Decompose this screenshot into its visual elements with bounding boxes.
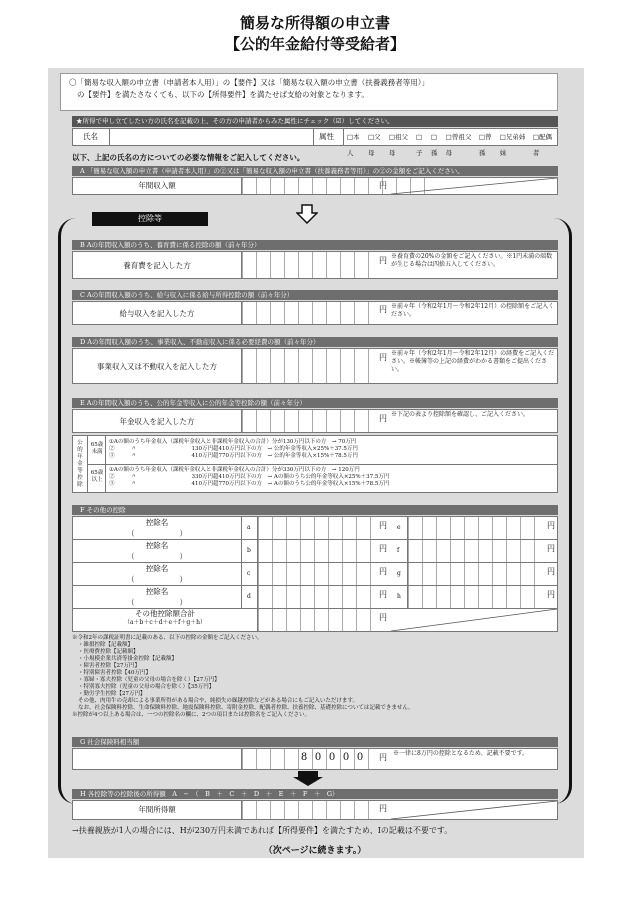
section-f-header: F その他の控除 xyxy=(72,505,558,515)
pension-under65-row: ①Aの額のうち年金収入（課税年金収入と非課税年金収入の合計）分が130万円以下の方 → 70万円 xyxy=(109,439,357,445)
section-a-yen: 円 xyxy=(379,181,387,190)
note-line: ・寡婦・寡夫控除（児童の父母の場合を除く）【27万円】 xyxy=(78,677,220,683)
pension-under65-label: 65歳未満 xyxy=(90,442,104,455)
deduction-amount-input[interactable] xyxy=(407,586,547,608)
section-e-yen: 円 xyxy=(379,414,387,423)
section-c-row xyxy=(72,301,558,325)
deduction-letter: e xyxy=(397,524,401,531)
section-b-label: 養育費を記入した方 xyxy=(123,261,191,270)
deduction-letter: a xyxy=(247,524,251,531)
section-e-amount-input[interactable] xyxy=(241,410,391,432)
other-deduction-row xyxy=(73,563,557,586)
section-h-diagonal xyxy=(391,801,557,819)
other-deduction-row xyxy=(73,517,557,540)
note-line: ・医療費控除【記載額】 xyxy=(78,649,139,655)
note-line: ・特別寡夫控除（児童の父母の場合を除く）【35万円】 xyxy=(78,684,215,690)
section-e-header: E Aの年間収入額のうち、公的年金等収入に公的年金等控除の額（前々年分） xyxy=(72,398,558,408)
attribute-options xyxy=(347,129,557,157)
pension-over65-rows xyxy=(109,467,557,488)
yen-label: 円 xyxy=(547,544,555,553)
yen-label: 円 xyxy=(379,753,387,762)
deduction-amount-input[interactable] xyxy=(257,563,391,585)
notice-box xyxy=(60,73,558,111)
section-h-header: H 各控除等の控除後の所得額 A − （ B ＋ C ＋ D ＋ E ＋ F ＋ G） xyxy=(72,789,558,799)
section-a-header: A 「簡易な収入額の申立書（申請者本人用）」の②又は「簡易な収入額の申立書（扶養義務者等用）」の②の金額をご記入ください。 xyxy=(72,166,558,176)
section-h-amount-input[interactable] xyxy=(241,801,391,819)
section-d-label: 事業収入又は不動収入を記入した方 xyxy=(97,362,217,371)
yen-label: 円 xyxy=(379,613,387,622)
attribute-instruction: ★所得で申し立てしたい方の氏名を記載の上、その方の申請者からみた属性にチェック（☑）してください。 xyxy=(72,116,558,127)
deduction-amount-input[interactable] xyxy=(257,586,391,608)
section-e-note: ※下記の表より控除額を確認し、ご記入ください。 xyxy=(391,411,530,418)
deduction-amount-input[interactable] xyxy=(407,517,547,539)
deduction-amount-input[interactable] xyxy=(407,540,547,562)
deduction-name-label: 控除名 （ ） xyxy=(73,540,241,562)
deduction-amount-input[interactable] xyxy=(407,563,547,585)
section-g-row xyxy=(72,748,558,770)
section-d-note: ※前々年（令和2年1月〜令和2年12月）の経費をご記入ください。※帳簿等の上記の経費がわかる書類をご提出ください。 xyxy=(391,350,555,373)
section-b-amount-input[interactable] xyxy=(241,252,391,278)
section-e-label: 年金収入を記入した方 xyxy=(119,417,195,426)
name-attribute-row xyxy=(72,128,558,157)
dependent-note: →扶養親族が1人の場合には、Hが230万円未満であれば【所得要件】を満たすため、Iの記載は不要です。 xyxy=(72,826,453,835)
section-d-row xyxy=(72,348,558,384)
other-deduction-total-label: その他控除額合計 （a＋b＋c＋d＋e＋f＋g＋h） xyxy=(123,609,207,626)
section-b-row xyxy=(72,251,558,279)
name-label: 氏名 xyxy=(83,132,98,141)
note-line: その他、肉用牛の売却による事業所得がある場合や、純損失の繰越控除などがある場合にもご記入いただけます。 xyxy=(78,698,358,704)
deduction-name-input[interactable]: （ ） xyxy=(127,575,187,584)
section-c-label: 給与収入を記入した方 xyxy=(119,309,195,318)
note-line: ※控除が4つ以上ある場合は、一つの控除名の欄に、2つの項目または控除名をご記入ください。 xyxy=(72,712,311,718)
note-line: ・小規模企業共済等掛金控除【記載額】 xyxy=(78,656,178,662)
section-h-row xyxy=(72,800,558,820)
deduction-letter: g xyxy=(397,570,401,577)
section-c-yen: 円 xyxy=(379,305,387,314)
pension-under65-row: ② 〃 130万円超410万円以下の方 → 公的年金等収入×25%＋37.5万円 xyxy=(109,446,358,452)
notice-line-2: の【要件】を満たさなくても、以下の【所得要件】を満たせば支給の対象となります。 xyxy=(77,90,369,99)
deduction-name-input[interactable]: （ ） xyxy=(127,552,187,561)
section-g-header: G 社会保険料相当額 xyxy=(72,737,558,747)
pension-over65-row: ①Aの額のうち年金収入（課税年金収入と非課税年金収入の合計）分が330万円以下の方 → 120万円 xyxy=(109,467,360,473)
other-deduction-total-row xyxy=(73,609,557,631)
deductions-label: 控除等 xyxy=(92,212,208,226)
notice-line-1: 〇「簡易な収入額の申立書（申請者本人用）」の【要件】又は「簡易な収入額の申立書（扶養義務者等用）」 xyxy=(69,78,429,87)
note-line: ・特別障害者控除【40万円】 xyxy=(78,670,151,676)
section-g-note: ※一律に8万円の控除となるため、記載不要です。 xyxy=(393,750,529,757)
attr-option-grandparent[interactable]: □祖父母 xyxy=(388,133,409,157)
digit: 0 xyxy=(314,752,322,763)
digit: 8 xyxy=(300,752,308,763)
yen-label: 円 xyxy=(547,567,555,576)
attr-option-great-grandparent[interactable]: □曾祖父母 xyxy=(445,133,472,157)
page-subtitle: 【公的年金給付等受給者】 xyxy=(224,35,405,53)
yen-label: 円 xyxy=(379,804,387,813)
deduction-name-label: 控除名 （ ） xyxy=(73,563,241,585)
deduction-letter: c xyxy=(247,570,251,577)
attribute-label: 属性 xyxy=(319,132,334,141)
note-line: なお、社会保険料控除、生命保険料控除、地震保険料控除、寄附金控除、配偶者控除、扶養控除、基礎控除については記載できません。 xyxy=(78,705,414,711)
digit: 0 xyxy=(356,752,364,763)
other-deduction-row xyxy=(73,540,557,563)
note-line: ・勤労学生控除【27万円】 xyxy=(78,691,146,697)
deduction-letter: d xyxy=(247,593,251,600)
section-b-header: B Aの年間収入額のうち、養育費に係る控除の額（前々年分） xyxy=(72,240,558,250)
attr-option-self[interactable]: □本人 xyxy=(347,133,360,157)
note-line: ※令和2年の課税証明書に記載のある、以下の控除の金額をご記入ください。 xyxy=(72,635,263,641)
pension-over65-row: ③ 〃 410万円超770万円以下の方 → Aの額のうち公的年金等収入×15%＋78.5万円 xyxy=(109,481,390,487)
section-h-label: 年間所得額 xyxy=(138,805,176,814)
section-d-yen: 円 xyxy=(379,353,387,362)
section-a-row xyxy=(72,177,558,195)
continue-note: （次ページに続きます。） xyxy=(263,846,367,856)
other-deduction-row xyxy=(73,586,557,609)
section-f-table xyxy=(72,516,558,632)
yen-label: 円 xyxy=(379,567,387,576)
section-a-label: 年間収入額 xyxy=(138,181,176,190)
note-line: ・障害者控除【27万円】 xyxy=(78,663,140,669)
section-a-diagonal xyxy=(391,178,557,194)
deduction-name-input[interactable]: （ ） xyxy=(127,529,187,538)
note-line: ・雑損控除【記載額】 xyxy=(78,642,134,648)
deduction-amount-input[interactable] xyxy=(257,540,391,562)
pension-table-side-label: 公的年金等控除 xyxy=(77,440,83,488)
pension-over65-label: 65歳以上 xyxy=(90,470,104,483)
pension-under65-row: ③ 〃 410万円超770万円以下の方 → 公的年金等収入×15%＋78.5万円 xyxy=(109,453,358,459)
pension-under65-rows xyxy=(109,439,557,460)
section-c-note: ※前々年（令和2年1月〜令和2年12月）の控除額をご記入ください。 xyxy=(391,303,555,318)
attr-option-parent[interactable]: □父母 xyxy=(367,133,381,157)
attr-option-spouse[interactable]: □配偶者 xyxy=(532,133,553,157)
yen-label: 円 xyxy=(379,590,387,599)
info-instruction: 以下、上記の氏名の方についての必要な情報をご記入してください。 xyxy=(72,153,305,162)
section-d-header: D Aの年間収入額のうち、事業収入、不動産収入に係る必要経費の額（前々年分） xyxy=(72,337,558,347)
deduction-letter: h xyxy=(397,593,401,600)
attr-option-sibling[interactable]: □兄弟姉妹 xyxy=(499,133,526,157)
name-input[interactable] xyxy=(113,131,309,143)
yen-label: 円 xyxy=(379,521,387,530)
digit: 0 xyxy=(342,752,350,763)
section-b-yen: 円 xyxy=(379,256,387,265)
pension-over65-row: ② 〃 330万円超410万円以下の方 → Aの額のうち公的年金等収入×25%＋37.5万円 xyxy=(109,474,390,480)
section-f-notes xyxy=(72,635,558,719)
pension-deduction-table xyxy=(72,435,558,493)
yen-label: 円 xyxy=(379,544,387,553)
deduction-name-input[interactable]: （ ） xyxy=(127,598,187,607)
deduction-amount-input[interactable] xyxy=(257,517,391,539)
section-c-header: C Aの年間収入額のうち、給与収入に係る給与所得控除の額（前々年分） xyxy=(72,290,558,300)
section-g-digits xyxy=(297,752,367,763)
deduction-letter: f xyxy=(397,547,400,554)
page-title: 簡易な所得額の申立書 xyxy=(239,14,390,32)
attr-option-great-grandchild[interactable]: □曾孫 xyxy=(478,133,492,157)
total-diagonal xyxy=(391,609,557,631)
yen-label: 円 xyxy=(547,590,555,599)
yen-label: 円 xyxy=(547,521,555,530)
attr-option-grandchild[interactable]: □孫 xyxy=(430,133,438,157)
deduction-name-label: 控除名 （ ） xyxy=(73,517,241,539)
section-b-note: ※養育費の20%の金額をご記入ください。※1円未満の端数が生じる場合は四捨五入してください。 xyxy=(391,253,553,268)
other-deduction-total-input[interactable] xyxy=(257,609,391,631)
deduction-name-label: 控除名 （ ） xyxy=(73,586,241,608)
section-c-amount-input[interactable] xyxy=(241,302,391,324)
down-arrow-solid-icon xyxy=(292,771,324,787)
deduction-letter: b xyxy=(247,547,251,554)
section-d-amount-input[interactable] xyxy=(241,349,391,383)
attr-option-child[interactable]: □子 xyxy=(415,133,423,157)
section-e-row xyxy=(72,409,558,433)
digit: 0 xyxy=(328,752,336,763)
